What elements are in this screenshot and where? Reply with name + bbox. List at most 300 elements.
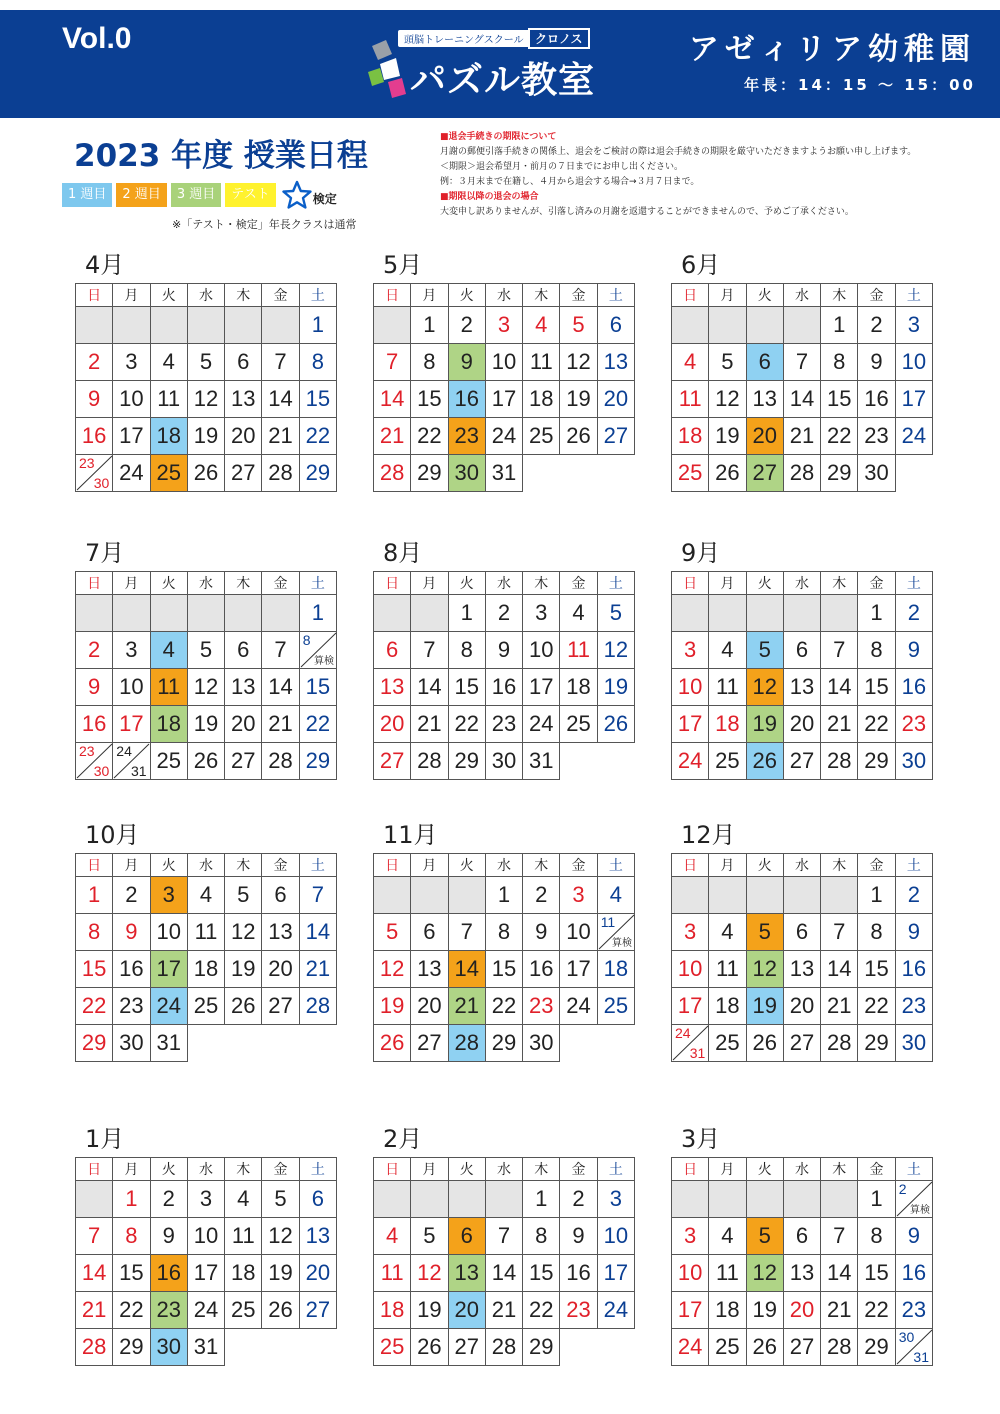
empty-day-cell	[783, 595, 820, 632]
day-cell: 7	[821, 914, 858, 951]
calendar-table	[671, 1157, 933, 1366]
weekday-header: 火	[746, 854, 783, 877]
weekday-header: 金	[262, 1158, 299, 1181]
day-cell: 19	[746, 1292, 783, 1329]
day-cell: 18	[150, 706, 187, 743]
day-cell: 2	[113, 877, 150, 914]
day-cell: 22	[858, 1292, 895, 1329]
day-cell: 3	[523, 595, 560, 632]
header-top-strip	[0, 0, 1000, 10]
day-cell: 23	[448, 418, 485, 455]
day-cell: 2	[895, 877, 932, 914]
volume-label: Vol.0	[62, 22, 132, 55]
day-cell: 14	[299, 914, 336, 951]
day-number: 30	[93, 475, 110, 491]
day-cell: 26	[597, 706, 634, 743]
weekday-header: 木	[225, 572, 262, 595]
blank-cell	[597, 1329, 634, 1366]
day-cell: 28	[262, 743, 299, 780]
day-cell: 25	[597, 988, 634, 1025]
weekday-header: 水	[783, 284, 820, 307]
day-cell: 29	[448, 743, 485, 780]
day-cell: 11	[672, 381, 709, 418]
day-cell: 4	[709, 632, 746, 669]
day-cell: 26	[374, 1025, 411, 1062]
day-cell: 21	[821, 988, 858, 1025]
day-cell: 15	[299, 669, 336, 706]
day-cell: 26	[746, 1329, 783, 1366]
legend-chip: 1 週目	[62, 183, 112, 207]
empty-day-cell	[76, 595, 113, 632]
day-cell: 11	[374, 1255, 411, 1292]
blank-cell	[597, 743, 634, 780]
day-cell: 3	[672, 914, 709, 951]
notice-text: ＜期限＞退会希望月・前月の７日までにお申し出ください。	[440, 162, 684, 172]
logo-main: パズル教室	[410, 60, 596, 101]
day-cell: 30	[858, 455, 895, 492]
weekday-header: 日	[374, 284, 411, 307]
day-cell: 8	[858, 632, 895, 669]
logo-brand: クロノス	[528, 28, 590, 49]
day-cell: 27	[225, 743, 262, 780]
day-cell: 8	[858, 1218, 895, 1255]
day-cell: 1	[113, 1181, 150, 1218]
day-cell: 24	[523, 706, 560, 743]
day-cell: 4	[187, 877, 224, 914]
day-cell: 13	[299, 1218, 336, 1255]
weekday-header: 日	[672, 854, 709, 877]
day-cell: 1	[448, 595, 485, 632]
day-cell: 28	[76, 1329, 113, 1366]
day-cell: 25	[709, 1025, 746, 1062]
empty-day-cell	[262, 307, 299, 344]
empty-day-cell	[709, 595, 746, 632]
day-cell: 14	[262, 381, 299, 418]
empty-day-cell	[187, 307, 224, 344]
day-cell: 15	[411, 381, 448, 418]
day-cell: 17	[187, 1255, 224, 1292]
weekday-header: 水	[187, 572, 224, 595]
day-cell: 11	[150, 381, 187, 418]
day-cell: 8	[858, 914, 895, 951]
day-cell: 5	[709, 344, 746, 381]
blank-cell	[262, 1025, 299, 1062]
notice-box	[440, 130, 980, 220]
day-cell: 22	[299, 706, 336, 743]
day-cell: 29	[411, 455, 448, 492]
day-cell: 20	[783, 706, 820, 743]
day-cell: 22	[411, 418, 448, 455]
month-name: 5月	[383, 251, 423, 279]
empty-day-cell	[709, 307, 746, 344]
day-cell: 18	[560, 669, 597, 706]
blank-cell	[560, 743, 597, 780]
day-cell: 9	[560, 1218, 597, 1255]
day-cell: 7	[299, 877, 336, 914]
day-cell: 21	[783, 418, 820, 455]
day-number: 31	[913, 1349, 929, 1365]
day-cell: 31	[187, 1329, 224, 1366]
day-cell: 3	[895, 307, 932, 344]
weekday-header: 月	[709, 572, 746, 595]
day-cell: 25	[672, 455, 709, 492]
empty-day-cell	[113, 307, 150, 344]
calendar-table	[75, 571, 337, 780]
day-cell: 14	[262, 669, 299, 706]
day-cell: 12	[709, 381, 746, 418]
day-cell: 15	[485, 951, 522, 988]
day-cell: 23	[895, 1292, 932, 1329]
day-cell: 7	[448, 914, 485, 951]
day-cell: 10	[672, 951, 709, 988]
weekday-header: 水	[187, 1158, 224, 1181]
day-cell: 28	[821, 1329, 858, 1366]
day-cell: 6	[374, 632, 411, 669]
weekday-header: 木	[821, 572, 858, 595]
month-calendar	[373, 251, 635, 492]
weekday-header: 日	[76, 854, 113, 877]
day-cell: 15	[299, 381, 336, 418]
day-cell: 15	[76, 951, 113, 988]
weekday-header: 水	[485, 284, 522, 307]
empty-day-cell	[746, 1181, 783, 1218]
day-cell: 15	[858, 951, 895, 988]
day-cell: 14	[448, 951, 485, 988]
kentei-label: 算検	[314, 656, 334, 667]
weekday-header: 木	[225, 1158, 262, 1181]
weekday-header: 金	[858, 854, 895, 877]
day-cell: 10	[485, 344, 522, 381]
day-cell: 5	[374, 914, 411, 951]
day-cell: 7	[485, 1218, 522, 1255]
notice-text: 例：３月末まで在籍し、４月から退会する場合→３月７日まで。	[440, 177, 700, 187]
day-cell: 28	[821, 1025, 858, 1062]
empty-day-cell	[672, 877, 709, 914]
legend-chip: 2 週目	[116, 183, 166, 207]
day-number: 23	[79, 743, 95, 759]
empty-day-cell	[225, 307, 262, 344]
day-cell: 6	[225, 632, 262, 669]
day-cell: 24	[895, 418, 932, 455]
empty-day-cell	[746, 307, 783, 344]
day-cell: 27	[783, 1329, 820, 1366]
weekday-header: 月	[113, 572, 150, 595]
day-cell: 10	[560, 914, 597, 951]
weekday-header: 木	[523, 1158, 560, 1181]
day-cell: 13	[225, 381, 262, 418]
day-cell: 26	[560, 418, 597, 455]
day-cell: 10	[113, 669, 150, 706]
day-cell: 30	[895, 1025, 932, 1062]
weekday-header: 金	[560, 1158, 597, 1181]
day-cell: 16	[895, 669, 932, 706]
weekday-header: 土	[299, 284, 336, 307]
day-cell: 27	[299, 1292, 336, 1329]
month-calendar	[75, 1125, 337, 1366]
empty-day-cell	[262, 595, 299, 632]
day-cell: 10	[672, 669, 709, 706]
day-cell: 4	[672, 344, 709, 381]
day-cell: 25	[560, 706, 597, 743]
day-cell: 20	[783, 988, 820, 1025]
legend-star	[282, 180, 337, 210]
day-cell: 13	[597, 344, 634, 381]
day-cell: 6	[597, 307, 634, 344]
day-cell: 13	[783, 1255, 820, 1292]
weekday-header: 土	[895, 572, 932, 595]
day-cell: 29	[858, 1329, 895, 1366]
day-cell: 3	[672, 632, 709, 669]
day-cell: 12	[411, 1255, 448, 1292]
day-cell: 8	[299, 344, 336, 381]
day-cell: 11	[187, 914, 224, 951]
day-cell: 23	[895, 706, 932, 743]
weekday-header: 土	[597, 854, 634, 877]
weekday-header: 月	[709, 284, 746, 307]
day-cell: 27	[411, 1025, 448, 1062]
day-cell: 6	[783, 914, 820, 951]
day-cell: 6	[262, 877, 299, 914]
day-cell: 9	[895, 1218, 932, 1255]
empty-day-cell	[411, 1181, 448, 1218]
day-cell: 3	[113, 344, 150, 381]
month-name: 1月	[85, 1125, 125, 1153]
weekday-header: 木	[523, 284, 560, 307]
day-cell: 21	[76, 1292, 113, 1329]
day-cell: 7	[821, 1218, 858, 1255]
day-cell: 4	[597, 877, 634, 914]
legend-chip: テスト	[225, 183, 275, 207]
day-cell: 17	[113, 706, 150, 743]
day-cell: 23	[858, 418, 895, 455]
day-cell: 24	[113, 455, 150, 492]
day-cell: 31	[485, 455, 522, 492]
day-cell: 2	[895, 595, 932, 632]
day-cell: 18	[225, 1255, 262, 1292]
day-cell: 22	[858, 706, 895, 743]
day-cell: 1	[299, 595, 336, 632]
day-cell: 3	[150, 877, 187, 914]
day-cell: 20	[746, 418, 783, 455]
day-cell: 19	[187, 418, 224, 455]
weekday-header: 金	[262, 284, 299, 307]
day-cell: 27	[448, 1329, 485, 1366]
day-cell: 17	[150, 951, 187, 988]
blank-cell	[597, 455, 634, 492]
weekday-header: 火	[150, 284, 187, 307]
day-cell: 9	[858, 344, 895, 381]
calendar-table	[75, 1157, 337, 1366]
day-cell: 11	[560, 632, 597, 669]
day-cell: 2	[150, 1181, 187, 1218]
day-cell: 17	[672, 1292, 709, 1329]
empty-day-cell	[374, 595, 411, 632]
day-cell: 18	[374, 1292, 411, 1329]
day-cell: 16	[485, 669, 522, 706]
blank-cell	[262, 1329, 299, 1366]
day-cell: 5	[746, 914, 783, 951]
day-cell: 4	[150, 344, 187, 381]
weekday-header: 火	[448, 1158, 485, 1181]
day-cell: 15	[448, 669, 485, 706]
day-cell: 30	[523, 1025, 560, 1062]
day-cell: 13	[262, 914, 299, 951]
day-cell: 15	[523, 1255, 560, 1292]
day-cell: 21	[299, 951, 336, 988]
notice-text: 大変申し訳ありませんが、引落し済みの月謝を返還することができませんので、予めご了承ください。	[440, 207, 854, 217]
empty-day-cell	[374, 1181, 411, 1218]
calendar-table	[671, 853, 933, 1062]
day-cell: 30	[150, 1329, 187, 1366]
day-cell: 4	[560, 595, 597, 632]
day-cell: 17	[113, 418, 150, 455]
day-cell: 12	[746, 669, 783, 706]
weekday-header: 金	[560, 572, 597, 595]
day-cell: 2	[523, 877, 560, 914]
day-cell: 3	[113, 632, 150, 669]
day-cell: 20	[597, 381, 634, 418]
month-name: 11月	[383, 821, 438, 849]
weekday-header: 木	[523, 572, 560, 595]
month-calendar	[671, 539, 933, 780]
day-number: 23	[79, 455, 95, 471]
day-cell: 13	[783, 951, 820, 988]
weekday-header: 月	[113, 854, 150, 877]
day-cell: 1	[485, 877, 522, 914]
day-cell: 5	[225, 877, 262, 914]
weekday-header: 土	[597, 572, 634, 595]
day-cell: 18	[597, 951, 634, 988]
day-cell: 22	[299, 418, 336, 455]
day-cell: 6	[299, 1181, 336, 1218]
day-cell: 16	[560, 1255, 597, 1292]
day-cell: 9	[895, 632, 932, 669]
day-cell: 13	[783, 669, 820, 706]
month-calendar	[75, 251, 337, 492]
day-cell: 24	[672, 1329, 709, 1366]
day-cell: 6	[225, 344, 262, 381]
weekday-header: 金	[858, 572, 895, 595]
day-cell: 19	[597, 669, 634, 706]
day-cell: 24	[150, 988, 187, 1025]
calendar-table	[373, 1157, 635, 1366]
day-cell: 26	[411, 1329, 448, 1366]
kentei-day-cell	[597, 914, 634, 951]
blank-cell	[187, 1025, 224, 1062]
month-name: 3月	[681, 1125, 721, 1153]
day-cell: 1	[299, 307, 336, 344]
split-day-cell	[76, 743, 113, 780]
day-cell: 16	[113, 951, 150, 988]
empty-day-cell	[150, 595, 187, 632]
day-cell: 5	[746, 632, 783, 669]
day-number: 31	[689, 1045, 706, 1061]
day-cell: 20	[411, 988, 448, 1025]
day-cell: 28	[821, 743, 858, 780]
day-cell: 25	[150, 455, 187, 492]
empty-day-cell	[783, 1181, 820, 1218]
empty-day-cell	[672, 1181, 709, 1218]
weekday-header: 土	[299, 854, 336, 877]
day-cell: 19	[374, 988, 411, 1025]
day-cell: 20	[783, 1292, 820, 1329]
weekday-header: 土	[597, 1158, 634, 1181]
empty-day-cell	[672, 595, 709, 632]
day-cell: 1	[821, 307, 858, 344]
star-icon	[282, 180, 312, 210]
day-cell: 3	[672, 1218, 709, 1255]
day-cell: 12	[262, 1218, 299, 1255]
empty-day-cell	[746, 595, 783, 632]
day-cell: 19	[560, 381, 597, 418]
day-cell: 25	[709, 743, 746, 780]
kentei-day-cell	[299, 632, 336, 669]
weekday-header: 日	[76, 1158, 113, 1181]
weekday-header: 金	[262, 854, 299, 877]
day-cell: 29	[858, 1025, 895, 1062]
day-cell: 26	[746, 743, 783, 780]
day-cell: 22	[821, 418, 858, 455]
day-cell: 14	[783, 381, 820, 418]
weekday-header: 木	[225, 854, 262, 877]
day-number: 30	[93, 763, 110, 779]
day-cell: 27	[783, 743, 820, 780]
weekday-header: 水	[783, 1158, 820, 1181]
day-cell: 28	[374, 455, 411, 492]
day-cell: 13	[225, 669, 262, 706]
blank-cell	[560, 455, 597, 492]
header-banner	[0, 0, 1000, 118]
day-cell: 18	[523, 381, 560, 418]
day-cell: 28	[262, 455, 299, 492]
day-cell: 2	[858, 307, 895, 344]
empty-day-cell	[448, 1181, 485, 1218]
day-cell: 6	[411, 914, 448, 951]
weekday-header: 月	[709, 1158, 746, 1181]
day-cell: 17	[560, 951, 597, 988]
day-cell: 2	[448, 307, 485, 344]
empty-day-cell	[485, 1181, 522, 1218]
month-name: 8月	[383, 539, 423, 567]
legend-note: ※「テスト・検定」年長クラスは通常	[172, 218, 357, 231]
day-cell: 5	[187, 632, 224, 669]
day-cell: 10	[523, 632, 560, 669]
day-cell: 8	[821, 344, 858, 381]
day-cell: 12	[187, 381, 224, 418]
day-cell: 24	[597, 1292, 634, 1329]
weekday-header: 土	[895, 854, 932, 877]
weekday-header: 土	[299, 1158, 336, 1181]
day-cell: 1	[858, 595, 895, 632]
day-cell: 16	[858, 381, 895, 418]
weekday-header: 水	[187, 284, 224, 307]
day-cell: 9	[523, 914, 560, 951]
day-cell: 11	[709, 951, 746, 988]
day-cell: 27	[783, 1025, 820, 1062]
day-cell: 16	[150, 1255, 187, 1292]
day-cell: 25	[709, 1329, 746, 1366]
day-cell: 18	[187, 951, 224, 988]
weekday-header: 日	[374, 1158, 411, 1181]
day-cell: 30	[113, 1025, 150, 1062]
month-name: 2月	[383, 1125, 423, 1153]
day-cell: 31	[150, 1025, 187, 1062]
day-cell: 13	[746, 381, 783, 418]
day-cell: 22	[448, 706, 485, 743]
day-cell: 29	[113, 1329, 150, 1366]
day-cell: 24	[672, 743, 709, 780]
day-cell: 14	[411, 669, 448, 706]
